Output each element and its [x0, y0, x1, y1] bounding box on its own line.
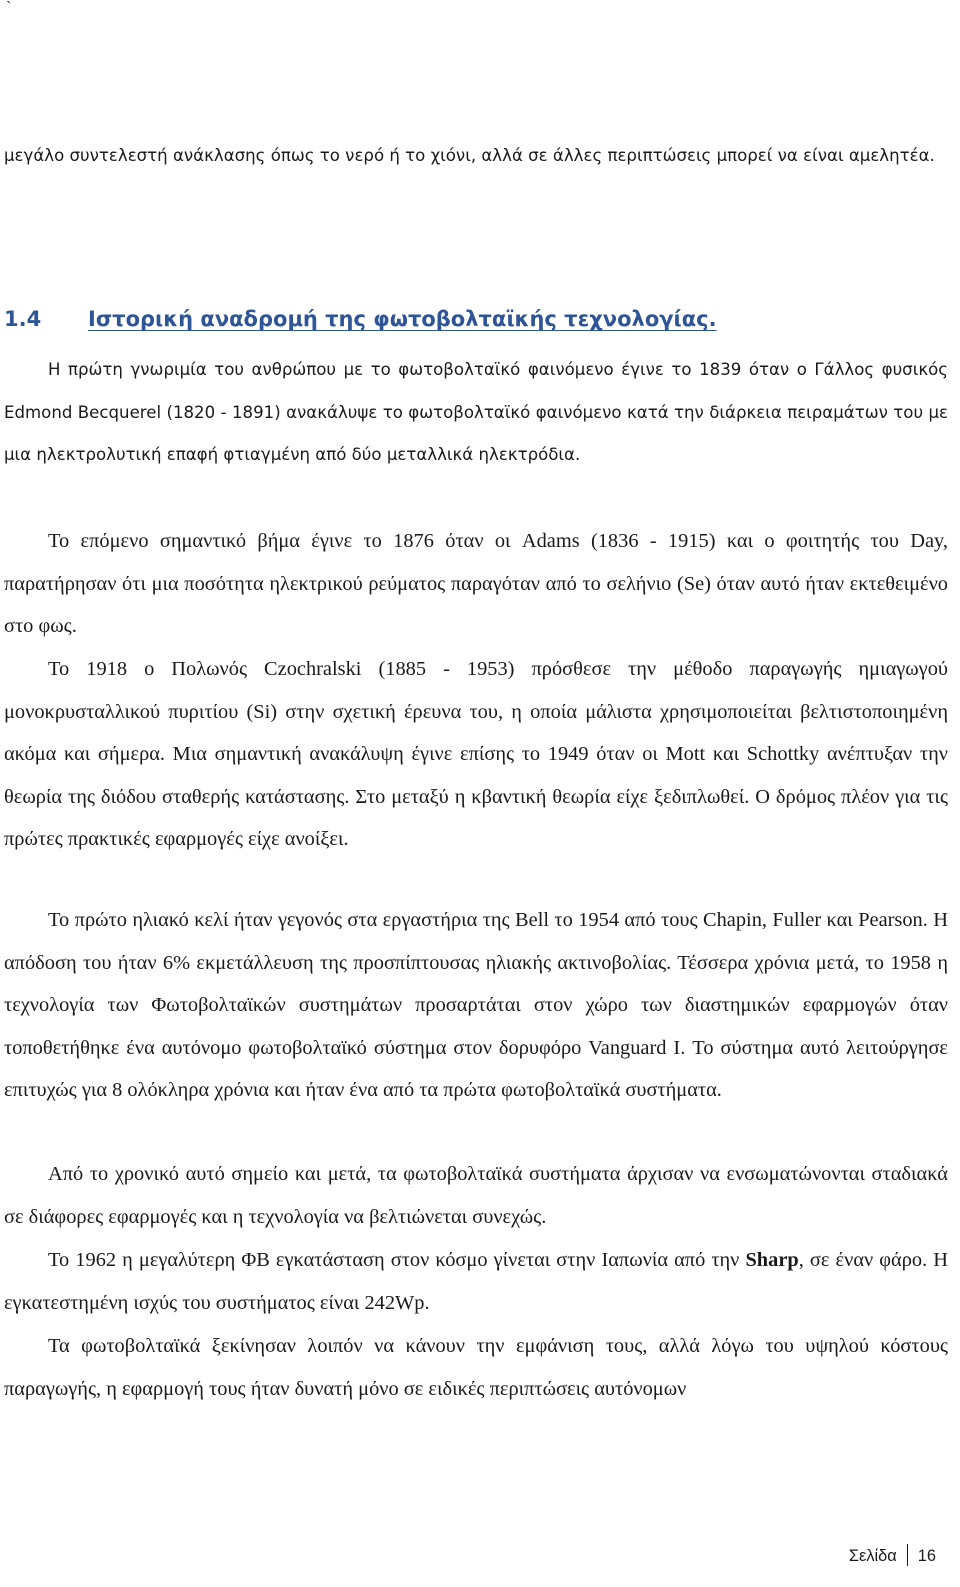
- section-title: Ιστορική αναδρομή της φωτοβολταϊκής τεχνολογίας.: [88, 307, 717, 331]
- paragraph-adams-day: Το επόμενο σημαντικό βήμα έγινε το 1876 όταν οι Adams (1836 - 1915) και ο φοιτητής του Day, παρατήρησαν ότι μια ποσότητα ηλεκτρικού ρεύματος παραγόταν από το σελήνιο (Se) όταν αυτό ήταν εκτεθειμένο στο φως.: [4, 530, 948, 638]
- paragraph-bell-labs: Το πρώτο ηλιακό κελί ήταν γεγονός στα εργαστήρια της Bell το 1954 από τους Chapin, Fuller και Pearson. Η απόδοση του ήταν 6% εκμετάλλευση της προσπίπτουσας ηλιακής ακτινοβολίας. Τέσσερα χρόνια μετά, το 1958 η τεχνολογία των Φωτοβολταϊκών συστημάτων προσαρτάται στον χώρο των διαστημικών εφαρμογών όταν τοποθετήθηκε ένα αυτόνομο φωτοβολταϊκό σύστημα στον δορυφόρο Vanguard I. Το σύστημα αυτό λειτούργησε επιτυχώς για 8 ολόκληρα χρόνια και ήταν ένα από τα πρώτα φωτοβολταϊκά συστήματα.: [4, 909, 948, 1102]
- footer-divider: [907, 1544, 908, 1566]
- paragraph-sharp-text-start: Το 1962 η μεγαλύτερη ΦΒ εγκατάσταση στον κόσμο γίνεται στην Ιαπωνία από την: [48, 1249, 746, 1271]
- sharp-company-name: Sharp: [745, 1249, 799, 1271]
- paragraph-sharp-text-end: , σε έναν φάρο. Η εγκατεστημένη ισχύς του συστήματος είναι 242Wp.: [4, 1249, 948, 1314]
- paragraph-applications: Από το χρονικό αυτό σημείο και μετά, τα φωτοβολταϊκά συστήματα άρχισαν να ενσωματώνονται σταδιακά σε διάφορες εφαρμογές και η τεχνολογία να βελτιώνεται συνεχώς.: [4, 1163, 948, 1228]
- intro-paragraph: μεγάλο συντελεστή ανάκλασης όπως το νερό ή το χιόνι, αλλά σε άλλες περιπτώσεις μπορεί να είναι αμελητέα.: [4, 146, 935, 165]
- paragraph-czochralski: Το 1918 ο Πολωνός Czochralski (1885 - 1953) πρόσθεσε την μέθοδο παραγωγής ημιαγωγού μονοκρυσταλλικού πυριτίου (Si) στην σχετική έρευνα του, η οποία μάλιστα χρησιμοποιείται βελτιστοποιημένη ακόμα και σήμερα. Μια σημαντική ανακάλυψη έγινε επίσης το 1949 όταν οι Mott και Schottky ανέπτυξαν την θεωρία της διόδου σταθερής κατάστασης. Στο μεταξύ η κβαντική θεωρία είχε ξεδιπλωθεί. Ο δρόμος πλέον για τις πρώτες πρακτικές εφαρμογές είχε ανοίξει.: [4, 658, 948, 851]
- paragraph-sharp: [4, 1239, 948, 1324]
- section-heading: [4, 298, 948, 340]
- paragraph-becquerel: Η πρώτη γνωριμία του ανθρώπου με το φωτοβολταϊκό φαινόμενο έγινε το 1839 όταν ο Γάλλος φυσικός Edmond Becquerel (1820 - 1891) ανακάλυψε το φωτοβολταϊκό φαινόμενο κατά την διάρκεια πειραμάτων του με μια ηλεκτρολυτική επαφή φτιαγμένη από δύο μεταλλικά ηλεκτρόδια.: [4, 360, 948, 465]
- paragraph-costs: Τα φωτοβολταϊκά ξεκίνησαν λοιπόν να κάνουν την εμφάνιση τους, αλλά λόγω του υψηλού κόστους παραγωγής, η εφαρμογή τους ήταν δυνατή μόνο σε ειδικές περιπτώσεις αυτόνομων: [4, 1335, 948, 1400]
- page-label: Σελίδα: [848, 1547, 897, 1565]
- page-number: 16: [917, 1547, 936, 1565]
- section-number: 1.4: [4, 307, 42, 331]
- page-footer: [849, 1544, 936, 1567]
- page-corner-mark: `: [6, 0, 12, 16]
